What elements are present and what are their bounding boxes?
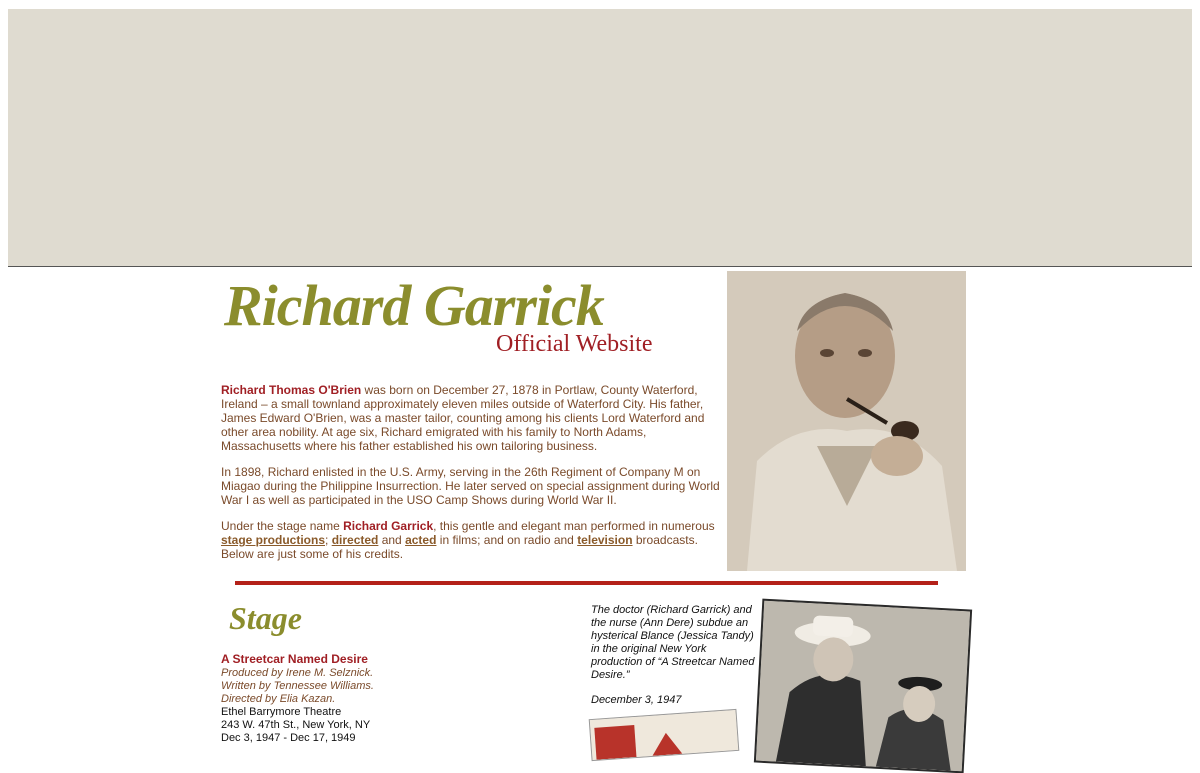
credit-address: 243 W. 47th St., New York, NY — [221, 719, 371, 731]
bio-and: and — [378, 533, 406, 547]
credit-producer: Produced by Irene M. Selznick. — [221, 667, 374, 679]
bio-sep: ; — [325, 533, 332, 547]
photo-caption — [591, 604, 759, 707]
bio-paragraph-1 — [221, 383, 721, 453]
portrait-illustration — [727, 271, 966, 571]
production-still-photo — [754, 599, 972, 773]
playbill-illustration — [590, 710, 738, 760]
bio-text-3b: , this gentle and elegant man performed in numerous — [433, 519, 715, 533]
credit-venue: Ethel Barrymore Theatre — [221, 706, 342, 718]
site-subtitle: Official Website — [496, 331, 653, 357]
caption-date: December 3, 1947 — [591, 694, 682, 706]
bio-text-3d: broadcasts. Below are just some of his credits. — [221, 533, 698, 561]
stage-credit — [221, 652, 521, 745]
section-divider — [235, 581, 938, 585]
bio-text-3a: Under the stage name — [221, 519, 344, 533]
bio-paragraph-3 — [221, 519, 721, 561]
television-link[interactable]: television — [577, 533, 633, 547]
bio-text-3c: in films; and on radio and — [436, 533, 578, 547]
credit-writer: Written by Tennessee Williams. — [221, 680, 374, 692]
credit-director: Directed by Elia Kazan. — [221, 693, 336, 705]
stage-productions-link[interactable]: stage productions — [221, 533, 326, 547]
site-title[interactable]: Richard Garrick — [224, 273, 604, 338]
bio-text-1: was born on December 27, 1878 in Portlaw, County Waterford, Ireland – a small townland approximately eleven miles outside of Waterford City. His father, James Edward O'Brien, was a master tailor, counting among his clients Lord Waterford and other area nobility. At age six, Richard emigrated with his family to North Adams, Massachusetts where his father established his own tailoring business. — [221, 383, 705, 453]
bio-paragraph-2: In 1898, Richard enlisted in the U.S. Army, serving in the 26th Regiment of Company M on Miagao during the Philippine Insurrection. He later served on special assignment during World War I as well as participated in the USO Camp Shows during World War II. — [221, 465, 720, 507]
production-still-illustration — [756, 601, 970, 772]
birth-name: Richard Thomas O'Brien — [221, 383, 362, 397]
playbill-image — [589, 709, 740, 761]
biography — [221, 383, 721, 573]
acted-link[interactable]: acted — [405, 533, 437, 547]
stage-heading: Stage — [229, 600, 302, 636]
caption-text: The doctor (Richard Garrick) and the nurse (Ann Dere) subdue an hysterical Blance (Jessica Tandy) in the original New York production of “A Streetcar Named Desire.” — [591, 604, 755, 681]
directed-link[interactable]: directed — [331, 533, 379, 547]
stage-name: Richard Garrick — [343, 519, 434, 533]
credit-dates: Dec 3, 1947 - Dec 17, 1949 — [221, 732, 356, 744]
portrait-photo — [727, 271, 966, 571]
credit-title: A Streetcar Named Desire — [221, 652, 368, 666]
